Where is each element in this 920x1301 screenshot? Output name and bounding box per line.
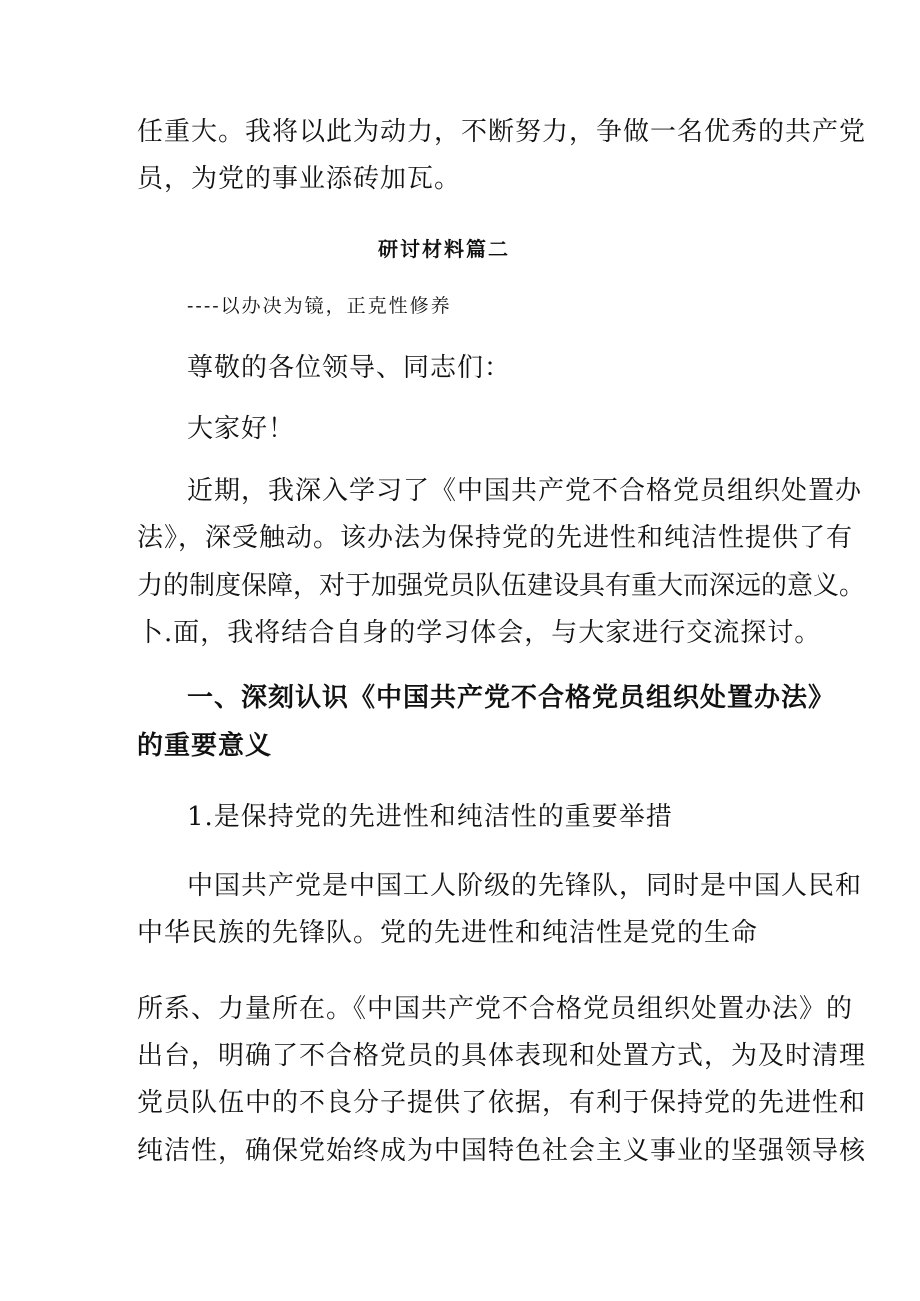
- salutation: 尊敬的各位领导、同志们：: [187, 353, 512, 383]
- paragraph3-line-1: 所系、力量所在。《中国共产党不合格党员组织处置办法》的: [137, 994, 854, 1024]
- heading1-line-2: 的重要意义: [137, 731, 273, 761]
- paragraph1-line-4: 卜.面，我将结合自身的学习体会，与大家进行交流探讨。: [137, 618, 822, 648]
- paragraph3-line-2: 出台，明确了不合格党员的具体表现和处置方式，为及时清理: [137, 1041, 867, 1071]
- section-title: 研讨材料篇二: [378, 237, 510, 261]
- paragraph1-line-2: 法》，深受触动。该办法为保持党的先进性和纯洁性提供了有: [137, 523, 854, 553]
- intro-line-2: 员，为党的事业添砖加瓦。: [137, 164, 462, 194]
- paragraph1-line-1: 近期，我深入学习了《中国共产党不合格党员组织处置办: [187, 476, 863, 506]
- paragraph2-line-1: 中国共产党是中国工人阶级的先锋队，同时是中国人民和: [187, 871, 863, 901]
- paragraph3-line-4: 纯洁性，确保党始终成为中国特色社会主义事业的坚强领导核: [137, 1136, 867, 1166]
- subtitle: ----以办决为镜，正克性修养: [187, 295, 452, 317]
- heading1-line-1: 一、深刻认识《中国共产党不合格党员组织处置办法》: [187, 683, 836, 713]
- paragraph2-line-2: 中华民族的先锋队。党的先进性和纯洁性是党的生命: [137, 918, 759, 948]
- greeting: 大家好！: [187, 414, 296, 444]
- paragraph3-line-3: 党员队伍中的不良分子提供了依据，有利于保持党的先进性和: [137, 1088, 867, 1118]
- subheading1: 1.是保持党的先进性和纯洁性的重要举措: [187, 802, 673, 832]
- paragraph1-line-3: 力的制度保障，对于加强党员队伍建设具有重大而深远的意义。: [137, 571, 866, 601]
- intro-line-1: 任重大。我将以此为动力，不断努力，争做一名优秀的共产党: [137, 117, 867, 147]
